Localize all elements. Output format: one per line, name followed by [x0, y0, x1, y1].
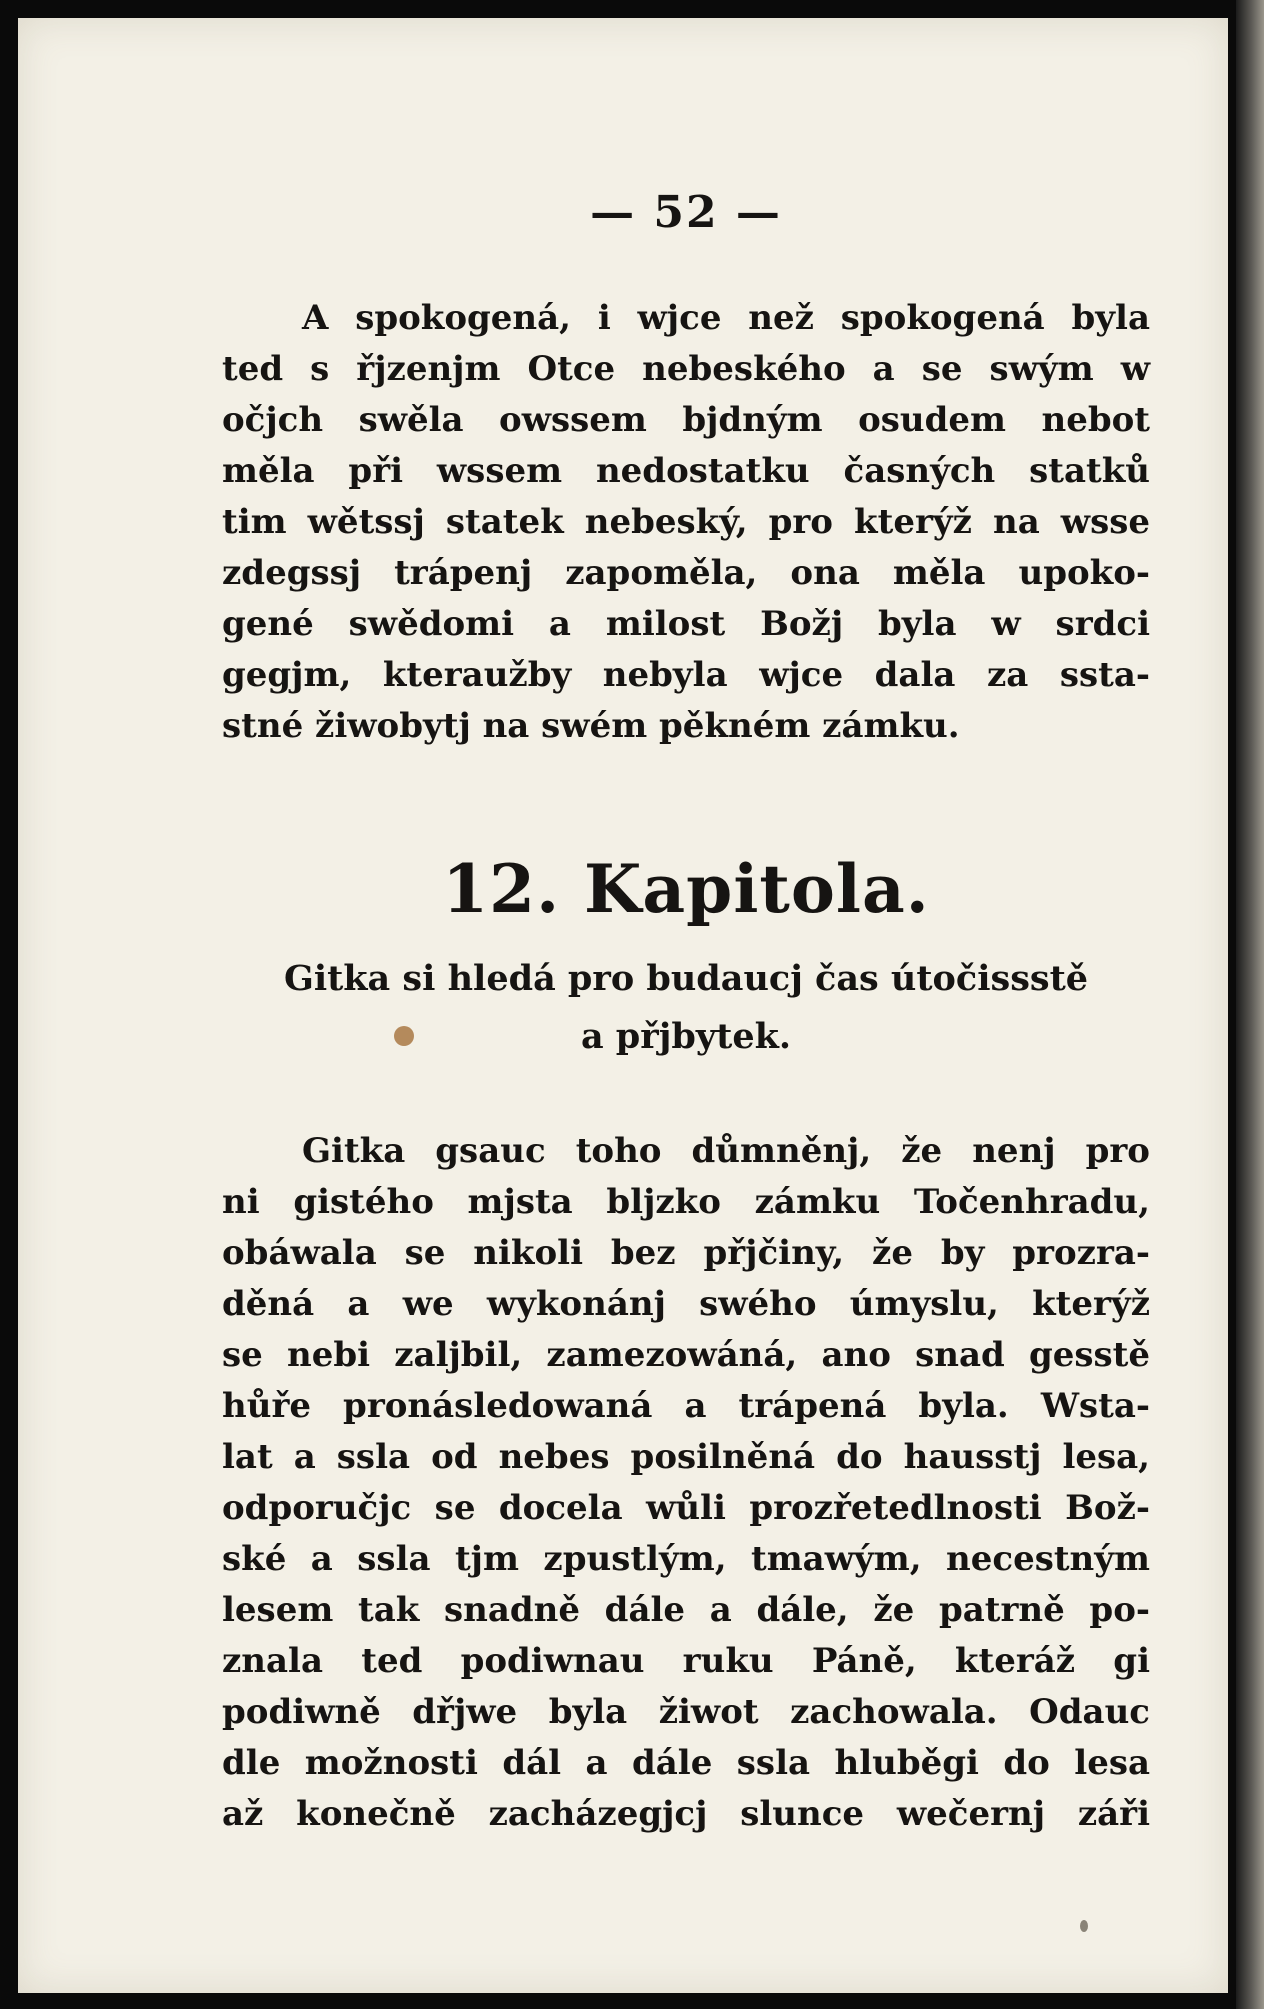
text-line: podiwně dřjwe byla žiwot zachowala. Odauc: [222, 1692, 1150, 1732]
chapter-subtitle: [222, 950, 1150, 1066]
chapter-subtitle-line: Gitka si hledá pro budaucj čas útočissstě: [283, 958, 1089, 999]
text-line: až konečně zacházegjcj slunce wečernj záři: [222, 1794, 1150, 1834]
text-line: gegjm, kteraužby nebyla wjce dala za ssta-: [222, 655, 1150, 695]
text-line: ni gistého mjsta bljzko zámku Točenhradu,: [222, 1182, 1150, 1222]
book-spine-edge: [1236, 0, 1264, 2009]
text-line: znala ted podiwnau ruku Páně, kteráž gi: [222, 1641, 1150, 1681]
text-line: stné žiwobytj na swém pěkném zámku.: [222, 706, 960, 746]
text-line: měla při wssem nedostatku časných statků: [222, 451, 1150, 491]
text-block: [222, 185, 1150, 1840]
text-line: Gitka gsauc toho důmněnj, že nenj pro: [302, 1131, 1150, 1171]
text-line: lat a ssla od nebes posilněná do hausstj lesa,: [222, 1437, 1150, 1477]
text-line: ted s řjzenjm Otce nebeského a se swým w: [222, 349, 1150, 389]
text-line: gené swědomi a milost Božj byla w srdci: [222, 604, 1150, 644]
text-line: hůře pronásledowaná a trápená byla. Wsta-: [222, 1386, 1150, 1426]
text-line: obáwala se nikoli bez přjčiny, že by prozra-: [222, 1233, 1150, 1273]
text-line: se nebi zaljbil, zamezowáná, ano snad gesstě: [222, 1335, 1150, 1375]
page-number: — 52 —: [590, 187, 782, 238]
text-line: odporučjc se docela wůli prozřetedlnosti Bož-: [222, 1488, 1150, 1528]
chapter-heading: 12. Kapitola.: [442, 850, 930, 928]
paragraph-1: [222, 293, 1150, 752]
paragraph-2: [222, 1126, 1150, 1840]
text-line: ské a ssla tjm zpustlým, tmawým, necestným: [222, 1539, 1150, 1579]
text-line: tim wětssj statek nebeský, pro kterýž na wsse: [222, 502, 1150, 542]
text-line: lesem tak snadně dále a dále, že patrně po-: [222, 1590, 1150, 1630]
text-line: zdegssj trápenj zapoměla, ona měla upoko-: [222, 553, 1150, 593]
text-line: dle možnosti dál a dále ssla hluběgi do lesa: [222, 1743, 1150, 1783]
ink-speck: [1080, 1920, 1088, 1932]
text-line: očjch swěla owssem bjdným osudem nebot: [222, 400, 1150, 440]
text-line: A spokogená, i wjce než spokogená byla: [302, 298, 1150, 338]
chapter-subtitle-line: a přjbytek.: [580, 1016, 792, 1057]
text-line: děná a we wykonánj swého úmyslu, kterýž: [222, 1284, 1150, 1324]
